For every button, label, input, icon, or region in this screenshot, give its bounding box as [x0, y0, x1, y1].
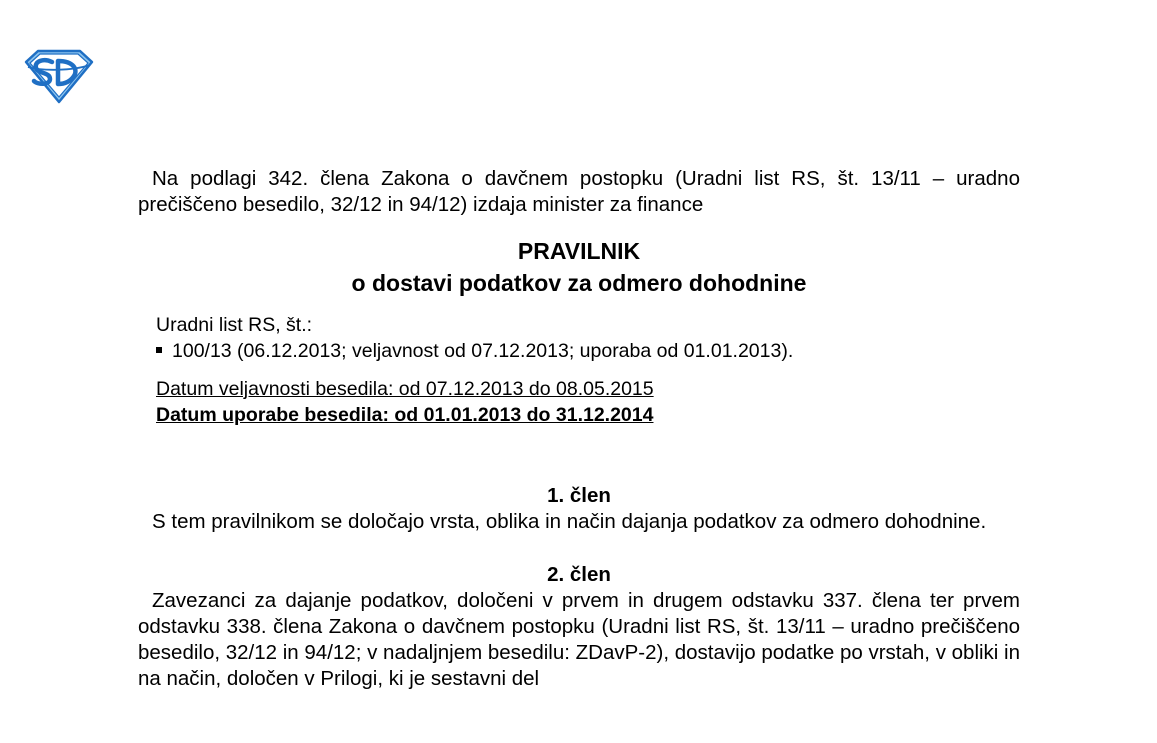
gazette-entry-text: 100/13 (06.12.2013; veljavnost od 07.12.2013; uporaba od 01.01.2013).: [172, 340, 794, 362]
validity-dates: [138, 376, 1020, 428]
document-title: PRAVILNIK: [517, 238, 641, 264]
bullet-icon: [156, 347, 162, 353]
document-body: [138, 166, 1020, 692]
article-1-body: S tem pravilnikom se določajo vrsta, oblika in način dajanja podatkov za odmero dohodnine.: [152, 510, 987, 533]
logo-emblem-icon: [22, 48, 96, 104]
document-subtitle: o dostavi podatkov za odmero dohodnine: [351, 270, 807, 296]
validity-date-text: Datum veljavnosti besedila: od 07.12.2013 do 08.05.2015: [156, 378, 654, 400]
preamble-paragraph: Na podlagi 342. člena Zakona o davčnem postopku (Uradni list RS, št. 13/11 – uradno prečiščeno besedilo, 32/12 in 94/12) izdaja minister za finance: [138, 167, 1020, 216]
logo: [22, 48, 96, 104]
gazette-reference: [138, 312, 1020, 364]
article-1-heading: 1. člen: [547, 484, 611, 507]
application-date-text: Datum uporabe besedila: od 01.01.2013 do 31.12.2014: [156, 404, 654, 426]
gazette-label: Uradni list RS, št.:: [156, 314, 313, 336]
article-2-body: Zavezanci za dajanje podatkov, določeni v prvem in drugem odstavku 337. člena ter prvem odstavku 338. člena Zakona o davčnem postopku (Uradni list RS, št. 13/11 – uradno prečiščeno besedilo, 32/12 in 94/12; v nadaljnjem besedilu: ZDavP-2), dostavijo podatke po vrstah, v obliki in na način, določen v Prilogi, ki je sestavni del: [138, 589, 1021, 690]
gazette-entry: [156, 338, 1020, 364]
title-block: [138, 235, 1020, 299]
article-2-heading: 2. člen: [547, 563, 611, 586]
